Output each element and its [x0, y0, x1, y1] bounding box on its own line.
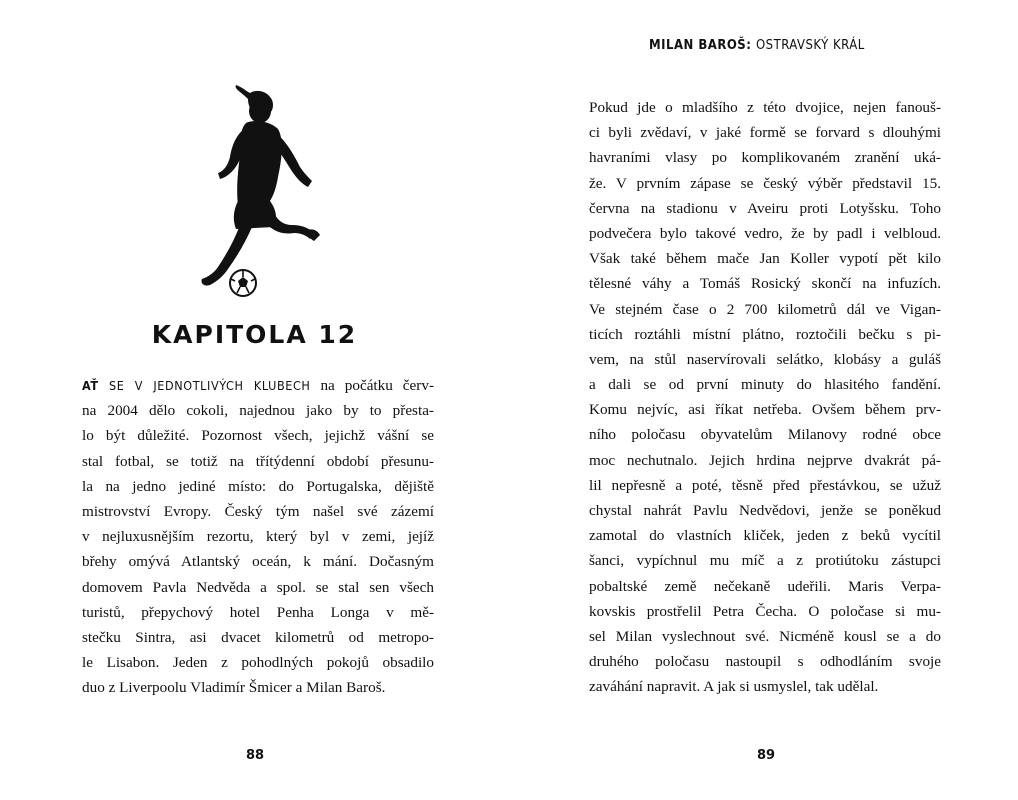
text-line: tělesné váhy a Tomáš Rosický skončí na infuzích.: [589, 275, 941, 293]
text-line: moc nechutnalo. Jejich hrdina nejprve dvakrát pá-: [589, 451, 941, 469]
text-line: na 2004 dělo cokoli, najednou jako by to přesta-: [82, 402, 434, 420]
text-line: vem, na stůl naservírovali selátko, klobásy a guláš: [589, 350, 941, 368]
text-line: chystal nahrát Pavlu Nedvědovi, jenže se poněkud: [589, 502, 941, 519]
text-line: že. V prvním zápase se český výběr představil 15.: [589, 174, 941, 192]
text-line: stečku Sintra, asi dvacet kilometrů od metropo-: [82, 628, 434, 646]
text-line: Však také během mače Jan Koller vypotí pět kilo: [589, 250, 941, 268]
text-line: kovskis prostřelil Petra Čecha. O poločase si mu-: [589, 602, 941, 620]
text-line: duo z Liverpoolu Vladimír Šmicer a Milan Baroš.: [82, 679, 386, 697]
right-body-text: [589, 95, 941, 700]
text-line: břehy omývá Atlantský oceán, k mání. Dočasným: [82, 553, 434, 571]
lead-in-phrase: SE V JEDNOTLIVÝCH KLUBECH: [98, 378, 311, 393]
running-head-subtitle: OSTRAVSKÝ KRÁL: [755, 38, 865, 53]
text-line: ticích roztáhli místní plátno, roztočili bečku s pi-: [589, 325, 941, 343]
text-line: zaváhání napravit. A jak si usmyslel, tak udělal.: [589, 678, 879, 696]
text-line: podvečera bylo takové vedro, že by padl i velbloud.: [589, 224, 941, 242]
text-line: mistrovství Evropy. Český tým našel své zázemí: [82, 502, 434, 520]
text-line: června na stadionu v Aveiru proti Lotyšsku. Toho: [589, 199, 941, 217]
text-line: Pokud jde o mladšího z této dvojice, nejen fanouš-: [589, 99, 941, 116]
text-line: havraními vlasy po komplikovaném zranění uká-: [589, 149, 941, 167]
lead-in-first-word: AŤ: [82, 378, 99, 393]
text-line: a dali se od první minuty do hlasitého fandění.: [589, 376, 941, 394]
text-line: sel Milan vyslechnout své. Nicméně kousl se a do: [589, 627, 941, 645]
text-line: Ve stejném čase o 2 700 kilometrů dál ve Vigan-: [589, 300, 941, 318]
text-line: domovem Pavla Nedvěda a spol. se stal sen všech: [82, 578, 434, 596]
text-line: lil nepřesně a poté, těsně před přestávkou, se užuž: [589, 476, 941, 494]
right-page: [509, 0, 1018, 800]
chapter-title: KAPITOLA 12: [151, 320, 358, 349]
page-number-right: 89: [757, 748, 776, 763]
text-line: ci byli zvědaví, v jaké formě se forvard s dlouhými: [589, 124, 941, 142]
soccer-player-icon: [190, 85, 320, 300]
running-head-separator: :: [746, 38, 756, 53]
text-line: Komu nejvíc, asi říkat netřeba. Ovšem během prv-: [589, 401, 941, 419]
text-line: v nejluxusnějším rezortu, který byl v zemi, jejíž: [82, 528, 434, 546]
text-line: ního poločasu obyvatelům Milanovy rodné obce: [589, 426, 941, 444]
left-body-text: [82, 373, 434, 700]
text-line: AŤ SE V JEDNOTLIVÝCH KLUBECH na počátku červ-: [82, 377, 434, 394]
text-line: pobaltské země nečekaně udeřili. Maris Verpa-: [589, 577, 941, 595]
running-head: [649, 38, 865, 53]
text-line: turistů, přepychový hotel Penha Longa v mě-: [82, 603, 434, 621]
page-number-left: 88: [246, 748, 265, 763]
text-line: le Lisabon. Jeden z pohodlných pokojů obsadilo: [82, 654, 434, 672]
text-line: zamotal do vlastních kliček, jeden z beků vycítil: [589, 527, 941, 545]
text-line: druhého poločasu nastoupil s odhodláním svoje: [589, 653, 941, 671]
text-line: la na jedno jediné místo: do Portugalska, dějiště: [82, 477, 434, 495]
text-line: šanci, vypíchnul mu míč a z protiútoku zástupci: [589, 552, 941, 570]
text-line: lo být důležité. Pozornost všech, jejichž vášní se: [82, 427, 434, 445]
text-line: stal fotbal, se totiž na třítýdenní období přesunu-: [82, 452, 434, 470]
running-head-name: MILAN BAROŠ: [649, 38, 747, 53]
